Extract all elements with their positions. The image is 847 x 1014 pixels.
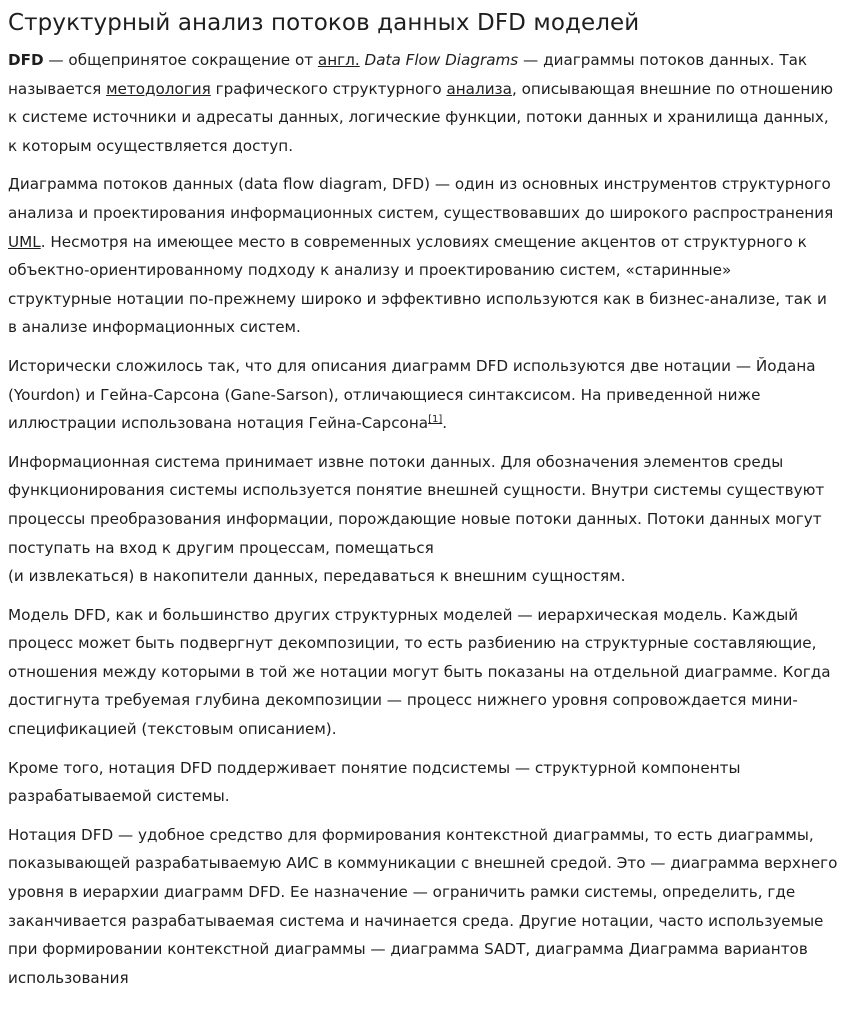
paragraph-information-system [8, 448, 839, 591]
link-engl[interactable]: англ. [317, 51, 360, 69]
text: Диаграмма потоков данных (data flow diagram, DFD) — один из основных инструментов структурного анализа и проектирования информационных систем, существовавших до широкого распространения [8, 175, 834, 222]
text: . Несмотря на имеющее место в современных условиях смещение акцентов от структурного к объектно-ориентированному подходу к анализу и проектированию систем, «старинные» структурные нотации по-прежнему широко и эффективно используются как в бизнес-анализе, так и в анализе информационных систем. [8, 232, 827, 337]
text: — общепринятое сокращение от [43, 51, 318, 69]
link-methodology[interactable]: методология [106, 79, 211, 98]
paragraph-definition [8, 46, 839, 160]
paragraph-dfd-tool [8, 170, 839, 342]
text: графического структурного [210, 79, 447, 98]
abbr-dfd: DFD [8, 51, 44, 69]
text: Исторически сложилось так, что для описания диаграмм DFD используются две нотации — Йодана (Yourdon) и Гейна-Сарсона (Gane-Sarson), отличающиеся синтаксисом. На приведенной ниже иллюстрации использована нотация Гейна-Сарсона [8, 356, 816, 433]
text: , описывающая внешние по отношению к системе источники и адресаты данных, логические функции, потоки данных и хранилища данных, к которым осуществляется доступ. [8, 79, 833, 155]
text: Информационная система принимает извне потоки данных. Для обозначения элементов среды функционирования системы используется понятие внешней сущности. Внутри системы существуют процессы преобразования информации, порождающие новые потоки данных. Потоки данных могут поступать на вход к другим процессам, помещаться [8, 452, 825, 557]
paragraph-context-diagram: Нотация DFD — удобное средство для формирования контекстной диаграммы, то есть диаграммы, показывающей разрабатываемую АИС в коммуникации с внешней средой. Это — диаграмма верхнего уровня в иерархии диаграмм DFD. Ее назначение — ограничить рамки системы, определить, где заканчивается разрабатываемая система и начинается среда. Другие нотации, часто используемые при формировании контекстной диаграммы — диаграмма SADT, диаграмма Диаграмма вариантов использования [8, 825, 838, 987]
english-term: Data Flow Diagrams [364, 51, 519, 69]
reference-link[interactable]: [1] [428, 414, 443, 426]
paragraph-notations [8, 352, 839, 438]
text: . [442, 414, 448, 433]
text: — диаграммы потоков данных. Так называется [8, 51, 808, 98]
page-title: Структурный анализ потоков данных DFD моделей [8, 10, 640, 36]
paragraph-subsystem: Кроме того, нотация DFD поддерживает понятие подсистемы — структурной компоненты разрабатываемой системы. [8, 758, 741, 806]
link-analysis[interactable]: анализа [446, 79, 512, 98]
paragraph-hierarchy: Модель DFD, как и большинство других структурных моделей — иерархическая модель. Каждый процесс может быть подвергнут декомпозиции, то есть разбиению на структурные составляющие, отношения между которыми в той же нотации могут быть показаны на отдельной диаграмме. Когда достигнута требуемая глубина декомпозиции — процесс нижнего уровня сопровождается мини-спецификацией (текстовым описанием). [8, 605, 831, 739]
link-uml[interactable]: UML [8, 232, 41, 251]
text: (и извлекаться) в накопители данных, передаваться к внешним сущностям. [8, 567, 626, 586]
article [0, 8, 847, 992]
